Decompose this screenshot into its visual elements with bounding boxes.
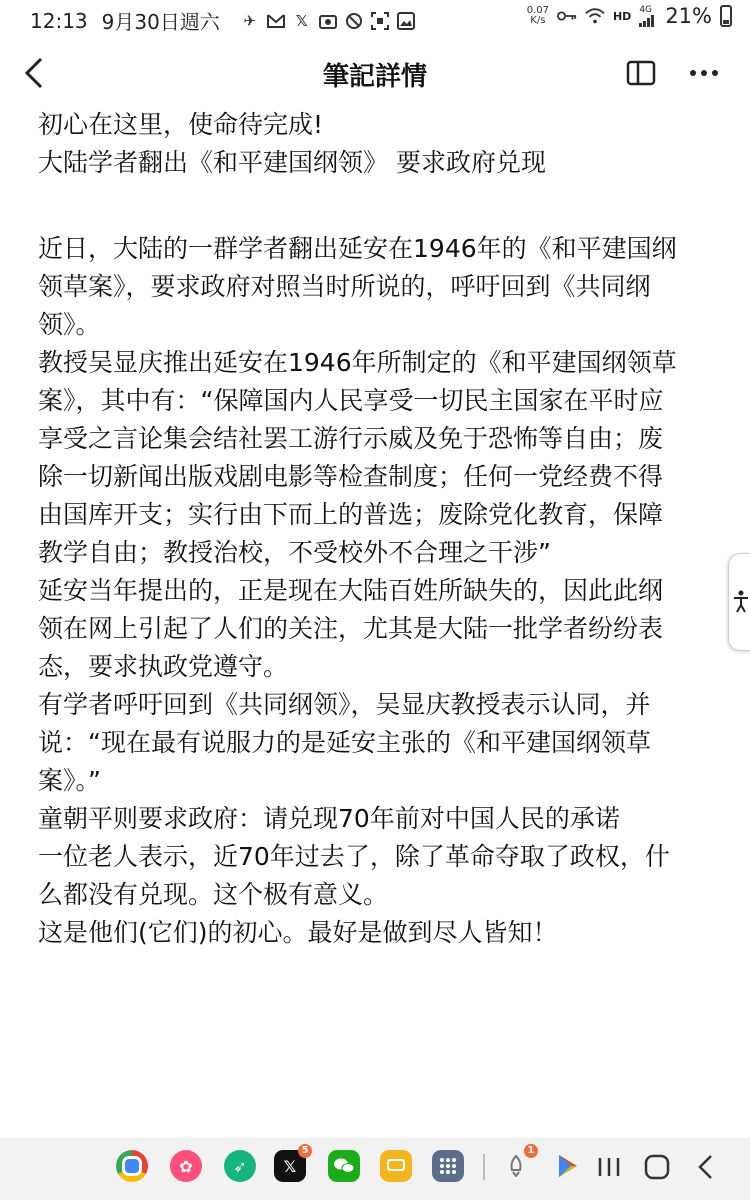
article-line: 说：“现在最有说服力的是延安主张的《和平建国纲领草: [38, 728, 651, 757]
status-left: [30, 6, 416, 35]
x-badge: 5: [298, 1144, 312, 1158]
article-line: 由国库开支；实行由下而上的普选；废除党化教育，保障: [38, 500, 664, 529]
home-icon: [644, 1154, 670, 1180]
gmail-icon: [266, 11, 286, 31]
accessibility-icon: [733, 590, 749, 614]
airplane-icon: ✈: [243, 11, 257, 30]
back-nav-icon: [696, 1154, 714, 1180]
dock-separator: [483, 1154, 485, 1180]
title-bar: [0, 40, 750, 106]
recents-button[interactable]: [594, 1152, 624, 1182]
article-line: 初心在这里，使命待完成!: [38, 110, 324, 139]
sticky-app-icon[interactable]: [380, 1150, 412, 1182]
more-dots-icon: [689, 69, 719, 77]
article-line: 教学自由；教授治校，不受校外不合理之干涉”: [38, 538, 551, 567]
article-line: 教授吴显庆推出延安在1946年所制定的《和平建国纲领草: [38, 348, 677, 377]
taskbar: [0, 1138, 750, 1200]
status-bar: [0, 0, 750, 40]
gallery-icon: [396, 11, 416, 31]
article-line: 童朝平则要求政府：请兑现70年前对中国人民的承诺: [38, 804, 620, 833]
article-line: 一位老人表示，近70年过去了，除了革命夺取了政权，什: [38, 842, 670, 871]
wechat-icon[interactable]: [328, 1150, 360, 1182]
page-title: 筆記詳情: [322, 62, 427, 92]
net-speed-unit: K/s: [530, 15, 546, 26]
article-line: 近日，大陆的一群学者翻出延安在1946年的《和平建国纲: [38, 234, 677, 263]
article-blank-line: [38, 182, 718, 230]
signal-label: 4G: [639, 4, 653, 15]
key-icon: [557, 6, 577, 26]
article-line: 有学者呼吁回到《共同纲领》，吴显庆教授表示认同，并: [38, 690, 651, 719]
notification-icons: [240, 11, 416, 31]
blocked-icon: [344, 11, 364, 31]
article-line: 态，要求执政党遵守。: [38, 652, 289, 681]
status-right: [527, 4, 732, 28]
article-line: 大陆学者翻出《和平建国纲领》 要求政府兑现: [38, 148, 546, 177]
home-button[interactable]: [642, 1152, 672, 1182]
article-line: 延安当年提出的，正是现在大陆百姓所缺失的，因此此纲: [38, 576, 664, 605]
feather-app-icon[interactable]: ➶: [224, 1150, 256, 1182]
article-line: 领》。: [38, 310, 101, 339]
article-line: 领在网上引起了人们的关注，尤其是大陆一批学者纷纷表: [38, 614, 664, 643]
rocket-badge: 1: [524, 1144, 538, 1158]
article-line: 案》，其中有：“保障国内人民享受一切民主国家在平时应: [38, 386, 664, 415]
article-line: 享受之言论集会结社罢工游行示威及免于恐怖等自由；废: [38, 424, 664, 453]
x-icon: 𝕏: [295, 11, 308, 30]
accessibility-handle[interactable]: [728, 553, 750, 651]
article-line: 除一切新闻出版戏剧电影等检查制度；任何一党经费不得: [38, 462, 664, 491]
app-grid-icon[interactable]: [432, 1150, 464, 1182]
battery-percent: 21%: [665, 4, 712, 28]
status-time: 12:13: [30, 8, 88, 33]
recents-icon: [597, 1156, 621, 1178]
article-line: 这是他们(它们)的初心。最好是做到尽人皆知！: [38, 918, 558, 947]
x-app-icon[interactable]: 𝕏 5: [274, 1150, 306, 1182]
reader-mode-button[interactable]: [624, 58, 658, 88]
status-date: 9月30日週六: [101, 10, 220, 34]
article-line: 领草案》，要求政府对照当时所说的，呼吁回到《共同纲: [38, 272, 651, 301]
signal-icon: [639, 6, 655, 27]
note-content: [38, 106, 718, 1128]
scan-icon: [370, 11, 390, 31]
article-line: 案》。”: [38, 766, 101, 795]
net-speed-value: 0.07: [526, 5, 549, 16]
flower-app-icon[interactable]: ✿: [170, 1150, 202, 1182]
hd-label: HD: [612, 9, 632, 23]
rocket-app-icon[interactable]: [500, 1145, 535, 1182]
net-speed: [527, 6, 549, 26]
chrome-icon[interactable]: [116, 1150, 148, 1182]
article-line: 么都没有兑现。这个极有意义。: [38, 880, 389, 909]
reader-mode-icon: [626, 60, 656, 86]
more-options-button[interactable]: [686, 58, 722, 88]
wifi-icon: [585, 6, 605, 26]
play-store-icon[interactable]: [552, 1150, 584, 1182]
battery-icon: [720, 5, 732, 27]
camera-app-icon: [318, 11, 338, 31]
back-nav-button[interactable]: [690, 1152, 720, 1182]
